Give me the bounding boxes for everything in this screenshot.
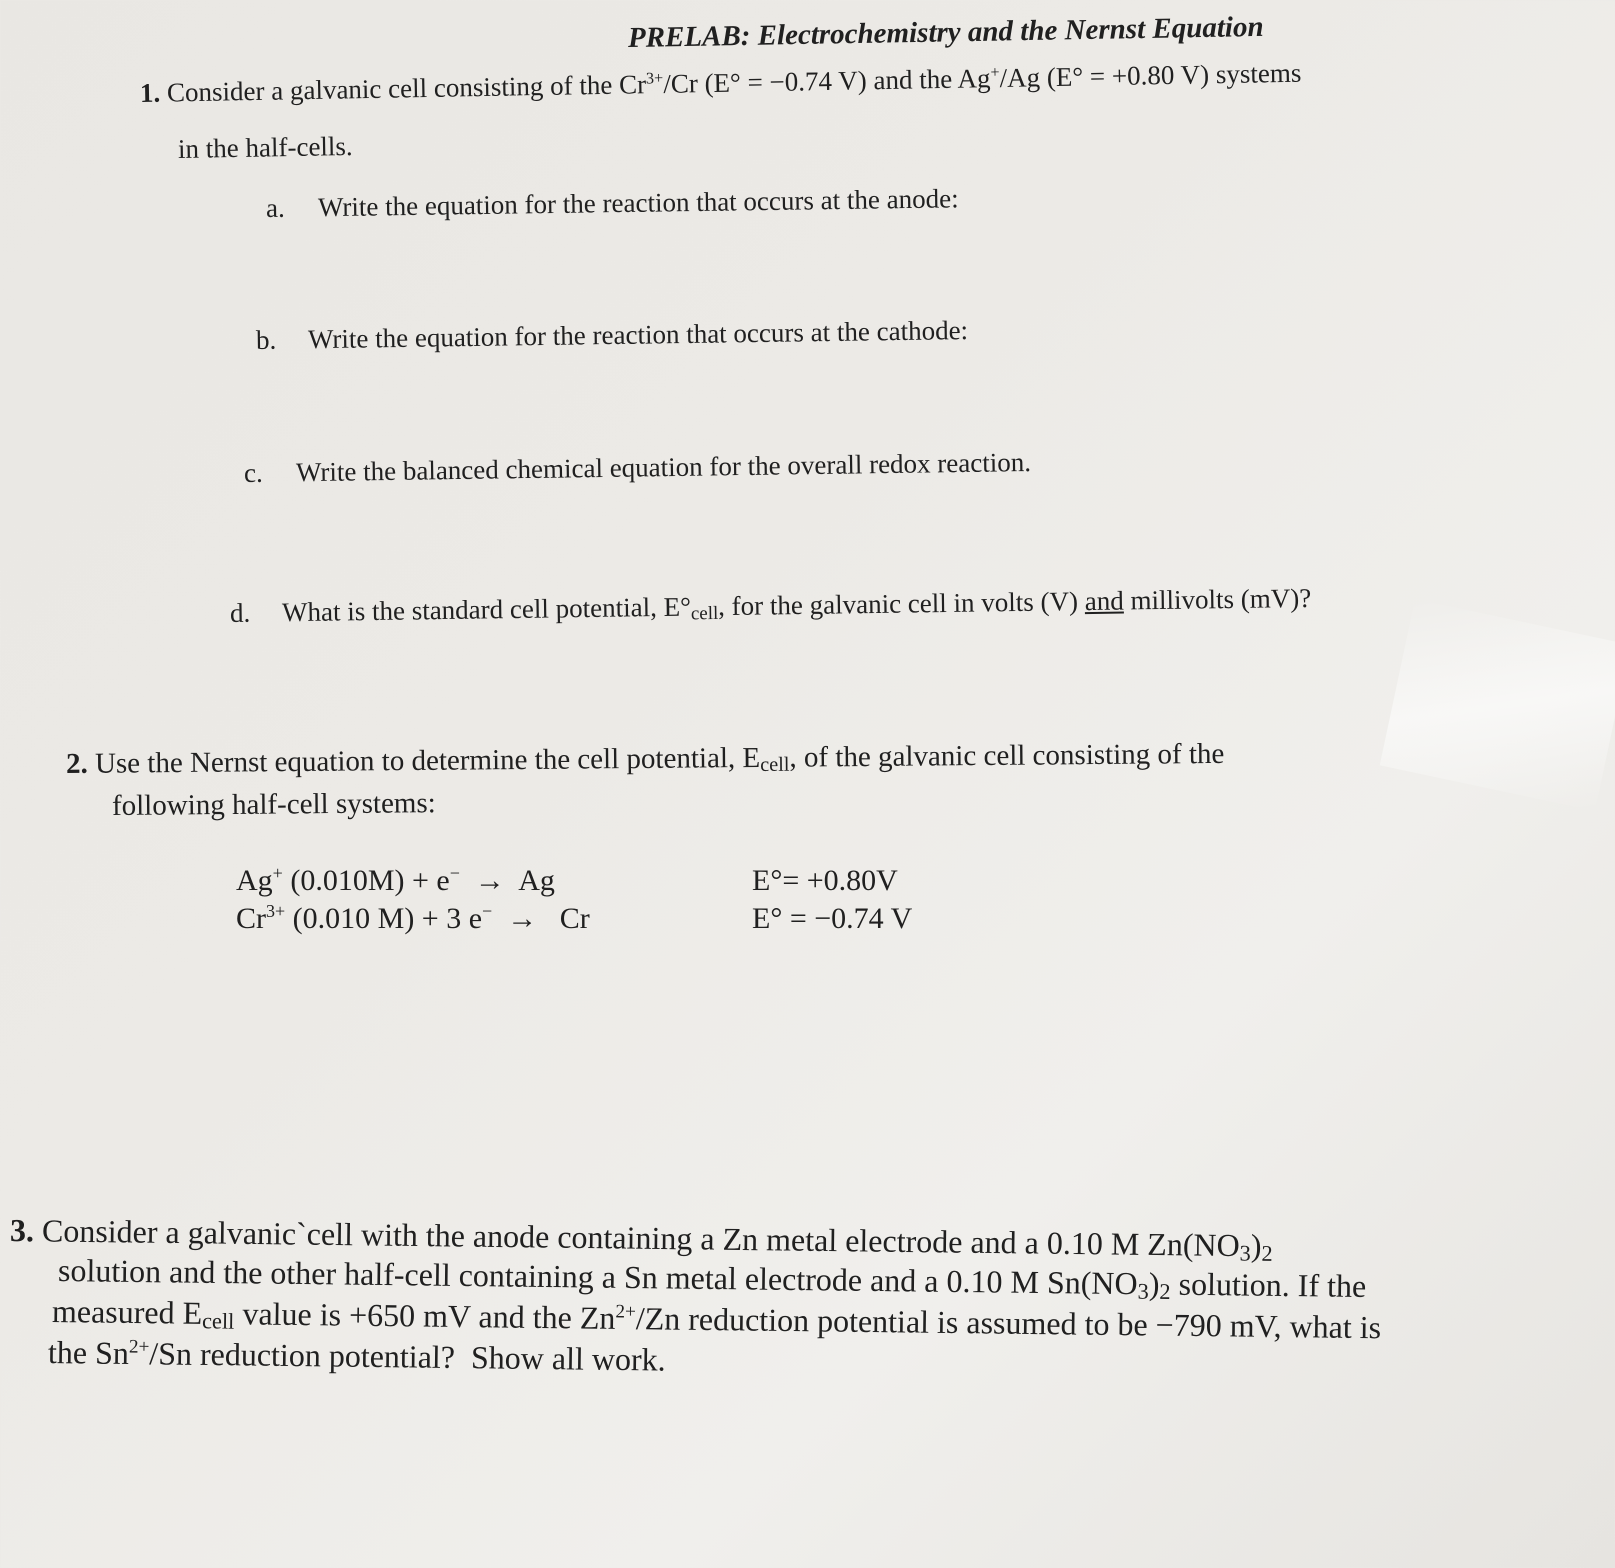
q3-l3-text-b: value is +650 mV and the Zn	[234, 1295, 616, 1336]
q1-text-b: /Cr (E° = −0.74 V) and the Ag	[663, 63, 991, 99]
q3-l2-sub-1: 3	[1137, 1278, 1149, 1304]
eq1-product: → Ag	[459, 864, 555, 897]
eq2-electron-charge: −	[482, 901, 493, 922]
q1-text-a: Consider a galvanic cell consisting of the Cr	[166, 69, 647, 108]
light-glare	[1380, 599, 1615, 811]
q3-l1-text-b: )	[1250, 1227, 1262, 1264]
q3-l4-text-b: /Sn reduction potential? Show all work.	[149, 1335, 666, 1378]
question-1d	[230, 583, 1312, 629]
q1b-label: b.	[255, 324, 277, 355]
q2-sub: cell	[760, 753, 790, 776]
q1-sup-1: 3+	[645, 69, 664, 88]
page-title: PRELAB: Electrochemistry and the Nernst Equation	[627, 10, 1264, 54]
q1d-text-c: millivolts (mV)?	[1123, 582, 1312, 616]
question-2-line-1	[66, 738, 1225, 781]
eq2-rest: (0.010 M) + 3 e	[285, 902, 483, 935]
q3-l1-text-a: Consider a galvanic`cell with the anode containing a Zn metal electrode and a 0.10 M Zn(NO	[41, 1212, 1240, 1264]
half-reaction-1-potential: E°= +0.80V	[752, 864, 898, 897]
q3-l3-text-c: /Zn reduction potential is assumed to be −790 mV, what is	[635, 1300, 1382, 1346]
q1b-text: Write the equation for the reaction that occurs at the cathode:	[307, 315, 969, 355]
question-1c	[244, 447, 1031, 489]
eq1-species: Ag	[236, 864, 273, 897]
q3-l4-text-a: the Sn	[47, 1334, 130, 1371]
q1a-text: Write the equation for the reaction that occurs at the anode:	[317, 183, 959, 223]
eq2-charge: 3+	[266, 901, 286, 922]
question-1-line-1	[140, 58, 1302, 109]
q2-text-a: Use the Nernst equation to determine the cell potential, E	[94, 741, 761, 780]
q3-l1-sub-2: 2	[1261, 1240, 1273, 1266]
q1-text-c: /Ag (E° = +0.80 V) systems	[999, 57, 1302, 93]
q3-l2-text-c: solution. If the	[1170, 1265, 1367, 1304]
half-reaction-1	[236, 864, 555, 898]
q1d-sub: cell	[690, 602, 719, 625]
q1c-label: c.	[243, 457, 263, 488]
question-3-line-4	[48, 1334, 666, 1379]
eq1-electron-charge: −	[449, 863, 460, 884]
q1d-text-a: What is the standard cell potential, E°	[281, 591, 692, 628]
q1d-underlined: and	[1084, 585, 1124, 617]
q3-l3-sub: cell	[201, 1308, 235, 1334]
q3-l3-sup: 2+	[615, 1301, 637, 1323]
eq1-charge: +	[272, 863, 283, 884]
half-reaction-2-potential: E° = −0.74 V	[752, 902, 913, 935]
question-1-line-2: in the half-cells.	[177, 130, 353, 164]
question-1b	[256, 315, 969, 356]
q3-l2-text-a: solution and the other half-cell containing a Sn metal electrode and a 0.10 M Sn(NO	[57, 1252, 1138, 1302]
question-1-number: 1.	[139, 77, 161, 108]
q1d-text-b: , for the galvanic cell in volts (V)	[717, 586, 1085, 622]
question-3-number: 3.	[9, 1212, 35, 1249]
eq2-product: → Cr	[492, 902, 590, 935]
q1c-text: Write the balanced chemical equation for the overall redox reaction.	[295, 447, 1032, 488]
question-2-line-2: following half-cell systems:	[111, 787, 436, 822]
q1d-label: d.	[229, 597, 251, 628]
q1-sup-2: +	[990, 63, 1000, 82]
q3-l2-text-b: )	[1148, 1265, 1160, 1302]
q3-l2-sub-2: 2	[1159, 1278, 1171, 1305]
q1a-label: a.	[265, 192, 285, 223]
eq1-rest: (0.010M) + e	[282, 864, 450, 897]
q2-text-b: , of the galvanic cell consisting of the	[789, 737, 1225, 774]
eq2-species: Cr	[236, 902, 266, 935]
question-1a	[266, 183, 959, 224]
half-reaction-2	[236, 902, 590, 936]
question-2-number: 2.	[65, 747, 88, 780]
q3-l3-text-a: measured E	[51, 1293, 203, 1331]
q3-l1-sub-1: 3	[1239, 1240, 1251, 1266]
q3-l4-sup: 2+	[128, 1336, 150, 1358]
